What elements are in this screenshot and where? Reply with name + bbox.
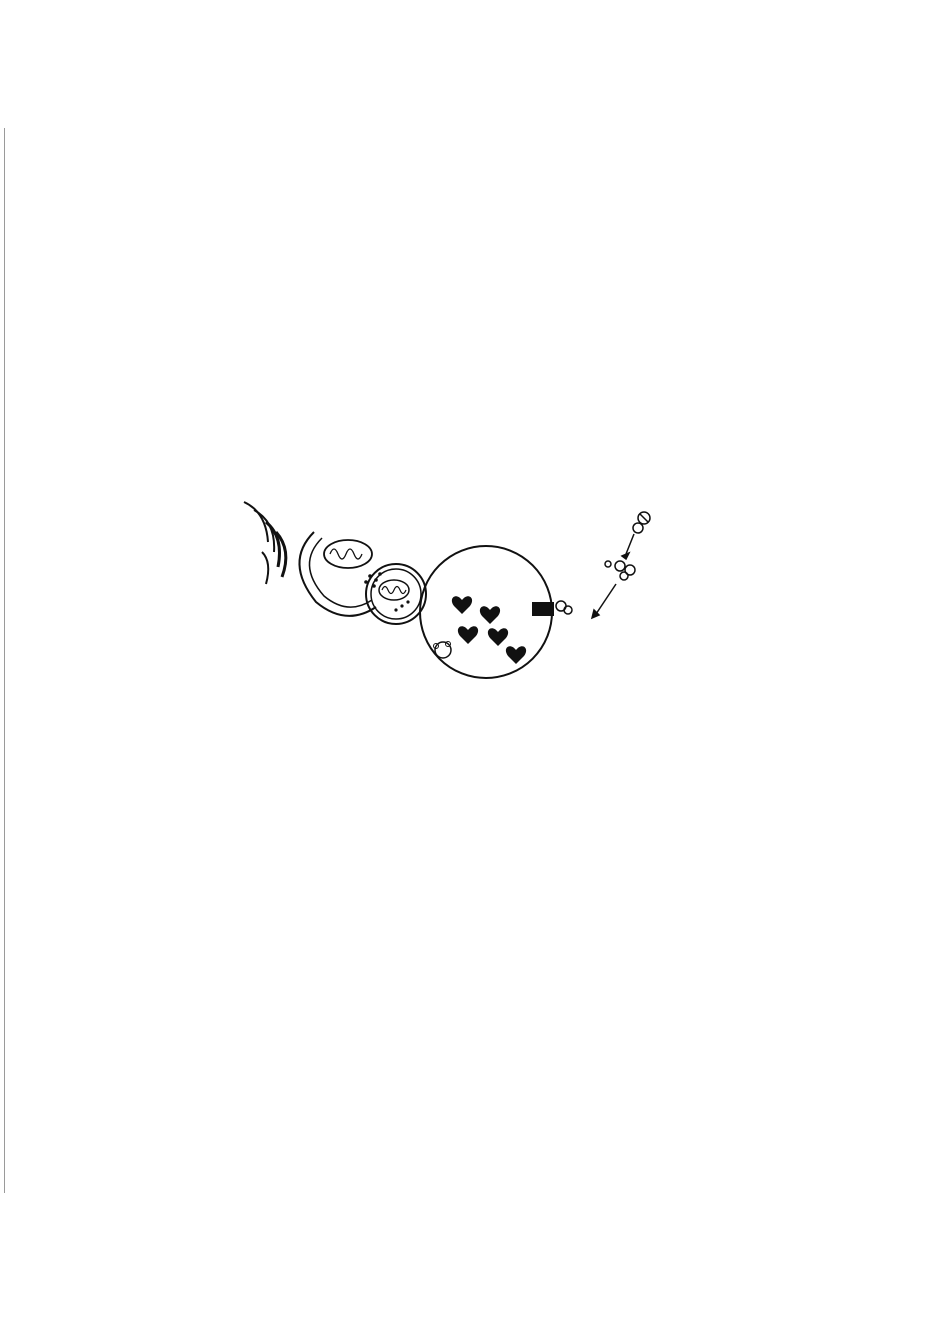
receptor-shape [532, 602, 554, 616]
q9-stem [76, 460, 806, 491]
q9-option-d [76, 778, 806, 809]
q7-option-d [76, 277, 806, 308]
q7-stem-line-2 [76, 155, 806, 186]
content-area [76, 124, 806, 808]
q8-option-d [76, 429, 806, 460]
q8-option-c [76, 399, 806, 430]
q7-stem-line-1 [76, 124, 806, 155]
heat-shock-protein-shape [605, 561, 635, 580]
q7-option-b [76, 216, 806, 247]
damaged-mitochondrion-shape [324, 540, 372, 568]
autophagy-diagram [236, 492, 656, 680]
q9-option-b [76, 717, 806, 748]
q7-option-c [76, 246, 806, 277]
er-membranes [244, 502, 286, 584]
autophagosome-shape [366, 564, 426, 624]
margin-rule [4, 128, 5, 1193]
q8-option-a [76, 338, 806, 369]
q8-option-b [76, 368, 806, 399]
q8-stem [76, 307, 806, 338]
hydrolase-hearts [452, 596, 526, 664]
damaged-protein-shape [633, 512, 650, 533]
autophagy-figure [76, 492, 806, 680]
q9-option-c [76, 747, 806, 778]
q9-option-a [76, 686, 806, 717]
q7-option-a [76, 185, 806, 216]
